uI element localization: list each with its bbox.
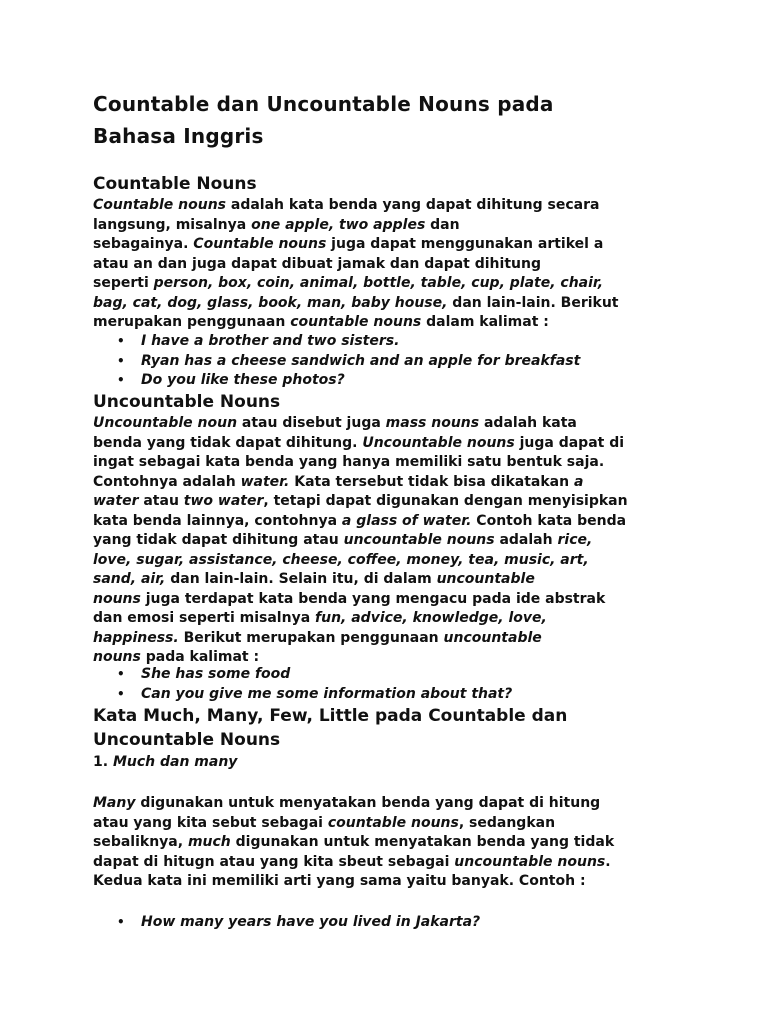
text-line: atau yang kita sebut sebagai countable nouns, sedangkan [93,814,556,831]
text-line: happiness. Berikut merupakan penggunaan uncountable [93,629,542,646]
text-line: dan emosi seperti misalnya fun, advice, knowledge, love, [93,610,547,626]
text-line: merupakan penggunaan countable nouns dalam kalimat : [93,314,549,330]
text-line: atau an dan juga dapat dibuat jamak dan dapat dihitung [93,255,541,272]
text-line: sand, air, dan lain-lain. Selain itu, di dalam uncountable [93,571,535,587]
title-line-1: Countable dan Uncountable Nouns pada [93,92,554,116]
uncountable-heading: Uncountable Nouns [93,392,281,412]
text-line: yang tidak dapat dihitung atau uncountable nouns adalah rice, [93,532,593,548]
countable-heading: Countable Nouns [93,174,257,194]
text-line: love, sugar, assistance, cheese, coffee, money, tea, music, art, [93,551,589,568]
list-item: • I have a brother and two sisters. [93,332,580,352]
text-line: nouns juga terdapat kata benda yang mengacu pada ide abstrak [93,590,606,607]
text-line: bag, cat, dog, glass, book, man, baby house, dan lain-lain. Berikut [93,294,619,311]
text-line: seperti person, box, coin, animal, bottle, table, cup, plate, chair, [93,275,604,291]
list-item: • Ryan has a cheese sandwich and an apple for breakfast [93,352,580,372]
text-line: benda yang tidak dapat dihitung. Uncountable nouns juga dapat di [93,434,625,451]
numbered-item-1 [93,753,237,773]
much-many-examples-list [93,913,480,933]
text-line: dapat di hitugn atau yang kita sbeut sebagai uncountable nouns. [93,853,611,870]
text-line: sebagainya. Countable nouns juga dapat menggunakan artikel a [93,236,604,252]
list-item: • Do you like these photos? [93,371,580,391]
text-line: water atau two water, tetapi dapat digunakan dengan menyisipkan [93,493,628,509]
list-item: • She has some food [93,665,512,685]
document-title [93,88,554,152]
kata-heading-line-1: Kata Much, Many, Few, Little pada Countable dan [93,706,568,726]
kata-heading-line-2: Uncountable Nouns [93,730,281,750]
text-line: Kedua kata ini memiliki arti yang sama yaitu banyak. Contoh : [93,873,586,889]
text-line: Contohnya adalah water. Kata tersebut tidak bisa dikatakan a [93,473,584,490]
text-line: ingat sebagai kata benda yang hanya memiliki satu bentuk saja. [93,454,605,470]
kata-heading [93,704,567,752]
text-line: Uncountable noun atau disebut juga mass nouns adalah kata [93,415,577,431]
uncountable-paragraph [93,414,628,668]
title-line-2: Bahasa Inggris [93,124,264,148]
text-line: Many digunakan untuk menyatakan benda yang dapat di hitung [93,795,601,811]
text-line: kata benda lainnya, contohnya a glass of water. Contoh kata benda [93,512,627,529]
item-number: 1. [93,754,109,770]
uncountable-examples-list [93,665,512,704]
much-many-paragraph [93,794,614,892]
list-item: • How many years have you lived in Jakarta? [93,913,480,933]
countable-paragraph [93,196,619,333]
text-line: langsung, misalnya one apple, two apples dan [93,216,460,233]
text-line: nouns pada kalimat : [93,649,260,665]
text-line: sebaliknya, much digunakan untuk menyatakan benda yang tidak [93,834,615,850]
list-item: • Can you give me some information about that? [93,685,512,705]
text-line: Countable nouns adalah kata benda yang dapat dihitung secara [93,197,600,213]
countable-examples-list [93,332,580,391]
item-label: Much dan many [112,754,238,770]
